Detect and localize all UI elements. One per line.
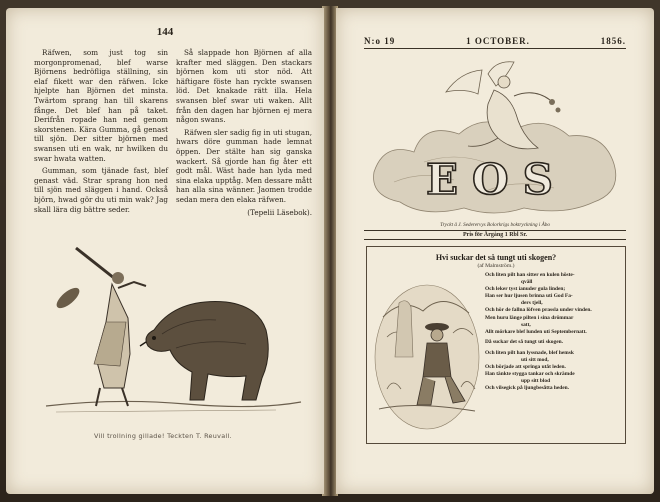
masthead-title: EOS <box>426 155 567 204</box>
poem-text <box>485 272 621 393</box>
issue-date: 1 OCTOBER. <box>466 36 530 46</box>
poem-line: Och hör de fallna löfven prassla under vinden. <box>485 307 592 314</box>
paragraph: Räfwen, som just tog sin morgonpromenad, blef warse Björnens bedröfliga ställning, sin elaf fikett war den räfwen. Icke hjelpte han Björnen det minsta. Twärtom sprang han till skarens fånge. Det blef han på taket. Derifrån ropade han ned genom skorstenen. Kära Gumma, gå genast till sjön. Der sitter björnen med swansen uti en wak, nr hwilken du swar hwata watten. <box>34 48 168 163</box>
issue-year: 1856. <box>600 36 626 46</box>
poem-line: Allt mörkare blef lunden uti Septembernatt. <box>485 328 587 335</box>
paragraph: Gumman, som tjänade fast, blef genast väd. Strar sprang hon ned till sjön med släggen i hand. Också björn, hwad gör du uti min wak? Jag skall lära dig bättre seder. <box>34 166 168 214</box>
poem-line: satt, <box>521 321 531 328</box>
paragraph: Räfwen sler sadig fig in uti stugan, hwars döre gumman hade lemnat öppen. Der stälte han sig ganska wackert. Så gjorde han fig åter ett godt mål. Wäst hade han lyda med sina elaka upptåg. Men dessare mått han alla sina wänner. Jaomen trodde sedan mera den elaka räfwen. <box>176 127 312 204</box>
poem-line: qväll <box>521 279 533 286</box>
poem-line: Och började att springa utåt leden. <box>485 364 566 371</box>
left-text-column-1 <box>34 48 168 217</box>
poem-line: uti sitt mod, <box>521 357 549 364</box>
poem-line: Han tänkte stygga tankar och skrämde <box>485 371 575 378</box>
poem-line: ders tjell, <box>521 300 543 307</box>
poem-section <box>366 246 626 444</box>
left-page <box>6 8 324 494</box>
poem-author: (af Malmström.) <box>477 263 515 269</box>
eos-masthead-illustration <box>364 52 626 222</box>
poem-line: Och vilsegick på ljungbesåtta heden. <box>485 385 570 392</box>
page-number: 144 <box>156 26 174 38</box>
poem-line: Och liten pilt han sitter en kulen höste- <box>485 272 575 278</box>
left-text-column-2 <box>176 48 312 220</box>
poem-line: Han ser hur ljusen brinna uti God Fa- <box>485 293 573 300</box>
poem-title: Hvi suckar det så tungt uti skogen? <box>435 253 557 262</box>
paragraph: Så slappade hon Björnen af alla krafter med släggen. Den stackars björnen kom uti stor nöd. Att häftigare föste han ryckte swansen löd. Det knakade rätt illa. Hela swansen blef swar uti waken. Allt från den dagen har björnen ej mera någon swans. <box>176 48 312 125</box>
issue-header <box>364 36 626 49</box>
woman-and-bear-illustration <box>36 238 306 428</box>
masthead-caption: Tryckt å J. Sederervys Bolorkrigs boktryckning i Åbo <box>440 222 550 228</box>
poem-line: upp sitt blod <box>521 378 551 385</box>
poem-line: Då suckar det så tungt uti skogen. <box>485 339 563 346</box>
source-citation: (Tepelii Läsebok). <box>247 207 312 217</box>
illustration-caption: Vill trollning gillade! Teckten T. Reuvall. <box>94 432 232 440</box>
right-page <box>336 8 654 494</box>
poem-line: Och liten pilt han lyssnade, blef hemsk <box>485 349 574 356</box>
poem-line: Men huru länge pilten i sina drömmar <box>485 314 574 321</box>
poem-line: Och leker tyst ianuder gula linden; <box>485 286 566 293</box>
subscription-price: Pris för Årgång 1 Rbl Sr. <box>364 230 626 240</box>
issue-number: N:o 19 <box>364 36 396 46</box>
boy-in-forest-illustration <box>373 277 481 431</box>
